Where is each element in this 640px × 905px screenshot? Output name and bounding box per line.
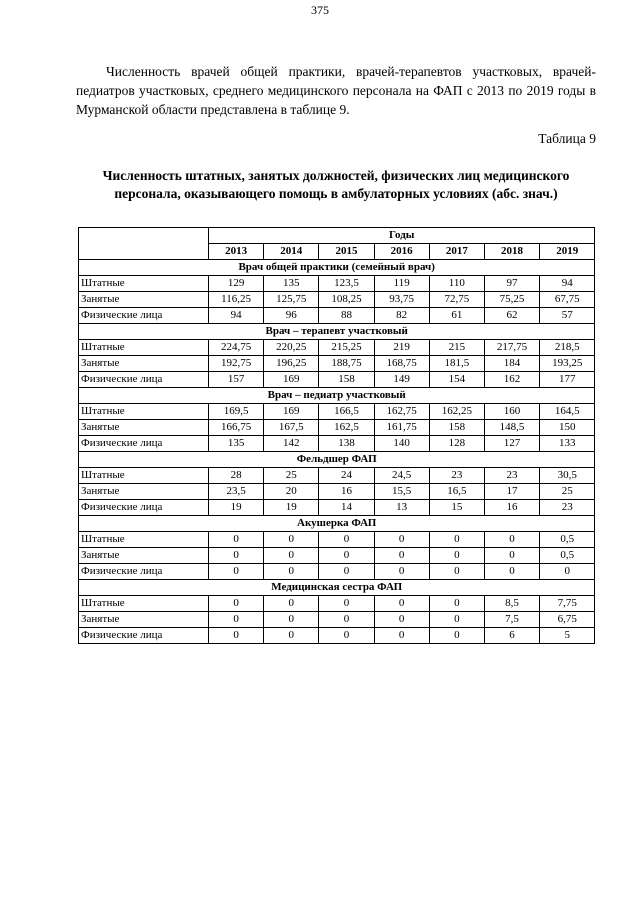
table-cell: 127 bbox=[484, 436, 539, 452]
header-year: 2015 bbox=[319, 244, 374, 260]
table-cell: 158 bbox=[319, 372, 374, 388]
table-cell: 88 bbox=[319, 308, 374, 324]
table-cell: 169,5 bbox=[209, 404, 264, 420]
table-row bbox=[79, 292, 595, 308]
table-cell: 0 bbox=[429, 596, 484, 612]
table-cell: 61 bbox=[429, 308, 484, 324]
table-cell: 0 bbox=[374, 596, 429, 612]
table-cell: 0 bbox=[209, 564, 264, 580]
table-cell: 8,5 bbox=[484, 596, 539, 612]
table-cell: 25 bbox=[264, 468, 319, 484]
row-label: Физические лица bbox=[79, 372, 209, 388]
table-cell: 184 bbox=[484, 356, 539, 372]
table-cell: 93,75 bbox=[374, 292, 429, 308]
table-cell: 0 bbox=[264, 628, 319, 644]
table-row bbox=[79, 500, 595, 516]
table-cell: 158 bbox=[429, 420, 484, 436]
table-cell: 0 bbox=[319, 628, 374, 644]
table-cell: 162 bbox=[484, 372, 539, 388]
row-label: Занятые bbox=[79, 548, 209, 564]
table-cell: 6 bbox=[484, 628, 539, 644]
table-row bbox=[79, 548, 595, 564]
group-title: Врач – педиатр участковый bbox=[79, 388, 595, 404]
table-cell: 129 bbox=[209, 276, 264, 292]
table-row bbox=[79, 596, 595, 612]
table-cell: 177 bbox=[540, 372, 595, 388]
table-cell: 17 bbox=[484, 484, 539, 500]
row-label: Штатные bbox=[79, 276, 209, 292]
table-cell: 133 bbox=[540, 436, 595, 452]
table-cell: 82 bbox=[374, 308, 429, 324]
header-year: 2017 bbox=[429, 244, 484, 260]
table-cell: 0 bbox=[484, 564, 539, 580]
table-cell: 19 bbox=[264, 500, 319, 516]
row-label: Штатные bbox=[79, 340, 209, 356]
table-cell: 75,25 bbox=[484, 292, 539, 308]
table-row bbox=[79, 276, 595, 292]
table-cell: 0 bbox=[264, 532, 319, 548]
table-cell: 196,25 bbox=[264, 356, 319, 372]
table-cell: 16 bbox=[319, 484, 374, 500]
table-cell: 224,75 bbox=[209, 340, 264, 356]
table-cell: 14 bbox=[319, 500, 374, 516]
header-year: 2013 bbox=[209, 244, 264, 260]
table-cell: 188,75 bbox=[319, 356, 374, 372]
row-label: Физические лица bbox=[79, 308, 209, 324]
table-cell: 193,25 bbox=[540, 356, 595, 372]
group-title: Медицинская сестра ФАП bbox=[79, 580, 595, 596]
table-cell: 217,75 bbox=[484, 340, 539, 356]
page-number: 375 bbox=[311, 3, 329, 17]
table-cell: 215,25 bbox=[319, 340, 374, 356]
table-cell: 23 bbox=[540, 500, 595, 516]
table-cell: 161,75 bbox=[374, 420, 429, 436]
table-cell: 0 bbox=[209, 628, 264, 644]
table-cell: 218,5 bbox=[540, 340, 595, 356]
table-cell: 181,5 bbox=[429, 356, 484, 372]
table-cell: 0 bbox=[209, 548, 264, 564]
table-cell: 23 bbox=[429, 468, 484, 484]
group-title: Акушерка ФАП bbox=[79, 516, 595, 532]
header-empty-cell bbox=[79, 228, 209, 260]
row-label: Физические лица bbox=[79, 436, 209, 452]
table-label: Таблица 9 bbox=[538, 131, 596, 146]
table-row bbox=[79, 628, 595, 644]
table-cell: 220,25 bbox=[264, 340, 319, 356]
table-cell: 24,5 bbox=[374, 468, 429, 484]
group-header-row bbox=[79, 452, 595, 468]
row-label: Занятые bbox=[79, 356, 209, 372]
table-cell: 0 bbox=[264, 548, 319, 564]
header-year: 2019 bbox=[540, 244, 595, 260]
table-row bbox=[79, 564, 595, 580]
table-row bbox=[79, 308, 595, 324]
table-cell: 0 bbox=[209, 596, 264, 612]
table-cell: 110 bbox=[429, 276, 484, 292]
table-cell: 164,5 bbox=[540, 404, 595, 420]
group-header-row bbox=[79, 516, 595, 532]
table-cell: 0 bbox=[374, 564, 429, 580]
table-cell: 19 bbox=[209, 500, 264, 516]
table-header bbox=[79, 228, 595, 260]
group-title: Фельдшер ФАП bbox=[79, 452, 595, 468]
table-cell: 0 bbox=[209, 612, 264, 628]
row-label: Занятые bbox=[79, 420, 209, 436]
table-cell: 30,5 bbox=[540, 468, 595, 484]
table-cell: 0 bbox=[209, 532, 264, 548]
table-row bbox=[79, 484, 595, 500]
table-cell: 0,5 bbox=[540, 548, 595, 564]
table-cell: 57 bbox=[540, 308, 595, 324]
table-cell: 0 bbox=[429, 548, 484, 564]
table-cell: 0 bbox=[319, 612, 374, 628]
table-cell: 7,5 bbox=[484, 612, 539, 628]
table-cell: 97 bbox=[484, 276, 539, 292]
group-header-row bbox=[79, 324, 595, 340]
table-cell: 0,5 bbox=[540, 532, 595, 548]
table-cell: 0 bbox=[319, 548, 374, 564]
table-cell: 24 bbox=[319, 468, 374, 484]
table-cell: 168,75 bbox=[374, 356, 429, 372]
table-cell: 94 bbox=[540, 276, 595, 292]
header-years-group: Годы bbox=[209, 228, 595, 244]
table-cell: 150 bbox=[540, 420, 595, 436]
table-cell: 119 bbox=[374, 276, 429, 292]
staff-table bbox=[78, 227, 595, 644]
table-cell: 16 bbox=[484, 500, 539, 516]
table-cell: 0 bbox=[429, 532, 484, 548]
group-header-row bbox=[79, 388, 595, 404]
table-cell: 62 bbox=[484, 308, 539, 324]
table-cell: 23 bbox=[484, 468, 539, 484]
group-title: Врач общей практики (семейный врач) bbox=[79, 260, 595, 276]
table-cell: 0 bbox=[374, 532, 429, 548]
row-label: Физические лица bbox=[79, 564, 209, 580]
table-cell: 167,5 bbox=[264, 420, 319, 436]
table-cell: 25 bbox=[540, 484, 595, 500]
table-cell: 160 bbox=[484, 404, 539, 420]
table-cell: 108,25 bbox=[319, 292, 374, 308]
table-cell: 128 bbox=[429, 436, 484, 452]
table-caption: Численность штатных, занятых должностей, физических лиц медицинского персонала, оказывающего помощь в амбулаторных условиях (абс. знач.) bbox=[102, 168, 570, 201]
table-row bbox=[79, 420, 595, 436]
group-header-row bbox=[79, 580, 595, 596]
table-cell: 0 bbox=[374, 548, 429, 564]
table-row bbox=[79, 340, 595, 356]
table-cell: 148,5 bbox=[484, 420, 539, 436]
table-row bbox=[79, 356, 595, 372]
table-cell: 0 bbox=[429, 564, 484, 580]
table-cell: 169 bbox=[264, 372, 319, 388]
table-cell: 0 bbox=[319, 564, 374, 580]
table-cell: 135 bbox=[264, 276, 319, 292]
table-cell: 154 bbox=[429, 372, 484, 388]
group-header-row bbox=[79, 260, 595, 276]
table-cell: 166,75 bbox=[209, 420, 264, 436]
table-cell: 192,75 bbox=[209, 356, 264, 372]
table-cell: 157 bbox=[209, 372, 264, 388]
table-cell: 23,5 bbox=[209, 484, 264, 500]
table-row bbox=[79, 532, 595, 548]
table-cell: 72,75 bbox=[429, 292, 484, 308]
table-cell: 0 bbox=[264, 612, 319, 628]
table-cell: 138 bbox=[319, 436, 374, 452]
table-row bbox=[79, 436, 595, 452]
table-cell: 123,5 bbox=[319, 276, 374, 292]
table-cell: 116,25 bbox=[209, 292, 264, 308]
row-label: Занятые bbox=[79, 292, 209, 308]
table-cell: 0 bbox=[484, 548, 539, 564]
table-cell: 28 bbox=[209, 468, 264, 484]
header-year: 2014 bbox=[264, 244, 319, 260]
table-cell: 16,5 bbox=[429, 484, 484, 500]
row-label: Штатные bbox=[79, 532, 209, 548]
table-cell: 67,75 bbox=[540, 292, 595, 308]
table-cell: 0 bbox=[319, 596, 374, 612]
table-cell: 0 bbox=[429, 628, 484, 644]
table-cell: 0 bbox=[264, 564, 319, 580]
table-cell: 162,5 bbox=[319, 420, 374, 436]
header-year: 2018 bbox=[484, 244, 539, 260]
table-cell: 5 bbox=[540, 628, 595, 644]
row-label: Штатные bbox=[79, 596, 209, 612]
row-label: Занятые bbox=[79, 484, 209, 500]
table-cell: 96 bbox=[264, 308, 319, 324]
table-cell: 0 bbox=[264, 596, 319, 612]
table-body bbox=[79, 260, 595, 644]
table-cell: 162,25 bbox=[429, 404, 484, 420]
table-row bbox=[79, 612, 595, 628]
table-cell: 0 bbox=[484, 532, 539, 548]
row-label: Штатные bbox=[79, 468, 209, 484]
table-cell: 0 bbox=[319, 532, 374, 548]
group-title: Врач – терапевт участковый bbox=[79, 324, 595, 340]
table-cell: 13 bbox=[374, 500, 429, 516]
table-cell: 0 bbox=[540, 564, 595, 580]
row-label: Штатные bbox=[79, 404, 209, 420]
table-cell: 140 bbox=[374, 436, 429, 452]
table-cell: 215 bbox=[429, 340, 484, 356]
table-cell: 20 bbox=[264, 484, 319, 500]
table-cell: 149 bbox=[374, 372, 429, 388]
table-cell: 162,75 bbox=[374, 404, 429, 420]
table-row bbox=[79, 404, 595, 420]
row-label: Физические лица bbox=[79, 500, 209, 516]
table-cell: 0 bbox=[429, 612, 484, 628]
table-cell: 15,5 bbox=[374, 484, 429, 500]
intro-paragraph: Численность врачей общей практики, врачей-терапевтов участковых, врачей-педиатров участковых, среднего медицинского персонала на ФАП с 2013 по 2019 годы в Мурманской области представлена в таблице 9. bbox=[76, 64, 596, 117]
table-cell: 0 bbox=[374, 628, 429, 644]
table-cell: 94 bbox=[209, 308, 264, 324]
table-cell: 166,5 bbox=[319, 404, 374, 420]
table-cell: 6,75 bbox=[540, 612, 595, 628]
table-cell: 125,75 bbox=[264, 292, 319, 308]
table-cell: 219 bbox=[374, 340, 429, 356]
row-label: Занятые bbox=[79, 612, 209, 628]
table-cell: 15 bbox=[429, 500, 484, 516]
row-label: Физические лица bbox=[79, 628, 209, 644]
table-cell: 169 bbox=[264, 404, 319, 420]
table-row bbox=[79, 468, 595, 484]
table-row bbox=[79, 372, 595, 388]
table-cell: 7,75 bbox=[540, 596, 595, 612]
table-cell: 135 bbox=[209, 436, 264, 452]
header-year: 2016 bbox=[374, 244, 429, 260]
table-cell: 142 bbox=[264, 436, 319, 452]
table-cell: 0 bbox=[374, 612, 429, 628]
